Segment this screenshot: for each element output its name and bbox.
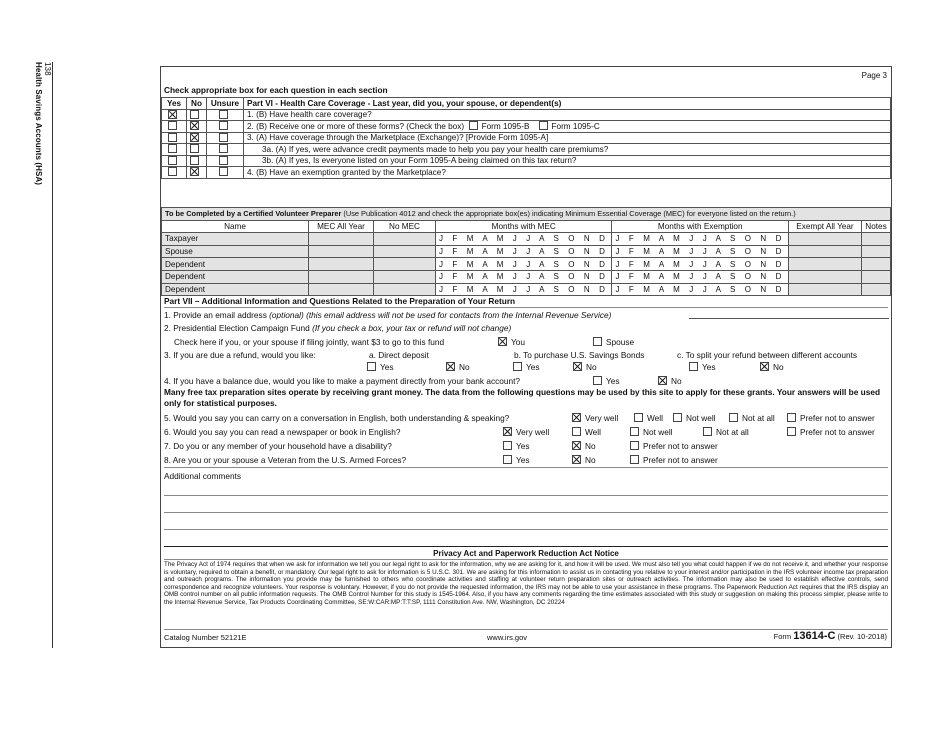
- mec-table: [161, 207, 891, 296]
- yes-label: Yes: [702, 362, 716, 372]
- no-label: No: [459, 362, 470, 372]
- q1-unsure-checkbox[interactable]: [219, 110, 228, 119]
- months-mec-cell[interactable]: J F M A M J J A S O N D: [436, 270, 612, 283]
- q5-well[interactable]: [634, 413, 643, 422]
- q6-prefer-not[interactable]: [787, 427, 796, 436]
- q6-very-well[interactable]: [503, 427, 512, 436]
- months-ex-cell[interactable]: J F M A M J J A S O N D: [612, 245, 788, 258]
- h-name: Name: [162, 220, 309, 233]
- form-prefix: Form: [773, 632, 792, 641]
- part6-title: Part VI - Health Care Coverage - Last year, did you, your spouse, or dependent(s): [244, 98, 891, 110]
- very-well-label: Very well: [516, 427, 550, 437]
- q6-not-well[interactable]: [630, 427, 639, 436]
- q6-well[interactable]: [572, 427, 581, 436]
- q3b-unsure-checkbox[interactable]: [219, 156, 228, 165]
- months-mec-cell[interactable]: J F M A M J J A S O N D: [436, 258, 612, 271]
- h-months-mec: Months with MEC: [436, 220, 612, 233]
- part6-row: [162, 155, 891, 167]
- no-label: No: [586, 362, 597, 372]
- split-yes[interactable]: [689, 362, 698, 371]
- q1-no-checkbox[interactable]: [190, 110, 199, 119]
- notes-cell[interactable]: [861, 258, 890, 271]
- running-title: Health Savings Accounts (HSA): [34, 62, 43, 186]
- email-field[interactable]: [689, 318, 889, 319]
- p7-q1: [164, 310, 611, 320]
- not-well-label: Not well: [686, 413, 716, 423]
- part6-row: [162, 132, 891, 144]
- table-row: [162, 270, 891, 283]
- q2-yes-checkbox[interactable]: [168, 121, 177, 130]
- p7-q1-label: 1. Provide an email address: [164, 310, 267, 320]
- p7-q3c: c. To split your refund between different accounts: [677, 350, 858, 360]
- q8-yes[interactable]: [503, 455, 512, 464]
- row-label: Dependent: [162, 283, 309, 296]
- direct-deposit-no[interactable]: [446, 362, 455, 371]
- q5-prefer-not[interactable]: [787, 413, 796, 422]
- table-row: [162, 258, 891, 271]
- mec-all-cell[interactable]: [309, 233, 374, 246]
- q3-yes-checkbox[interactable]: [168, 133, 177, 142]
- comment-line[interactable]: [164, 512, 888, 513]
- q3-unsure-checkbox[interactable]: [219, 133, 228, 142]
- you-label: You: [511, 337, 526, 347]
- no-label: No: [773, 362, 784, 372]
- q1-text: 1. (B) Have health care coverage?: [244, 109, 891, 121]
- no-mec-cell[interactable]: [374, 258, 436, 271]
- q1-yes-checkbox[interactable]: [168, 110, 177, 119]
- exempt-all-cell[interactable]: [788, 233, 861, 246]
- yes-label: Yes: [516, 441, 530, 451]
- privacy-title: Privacy Act and Paperwork Reduction Act Notice: [433, 549, 619, 558]
- exempt-all-cell[interactable]: [788, 270, 861, 283]
- p7-q3a: a. Direct deposit: [369, 350, 429, 360]
- not-well-label: Not well: [643, 427, 673, 437]
- exempt-all-cell[interactable]: [788, 245, 861, 258]
- form-revision: (Rev. 10-2018): [837, 632, 887, 641]
- exempt-all-cell[interactable]: [788, 283, 861, 296]
- months-mec-cell[interactable]: J F M A M J J A S O N D: [436, 233, 612, 246]
- no-mec-cell[interactable]: [374, 245, 436, 258]
- yes-label: Yes: [606, 376, 620, 386]
- months-mec-cell[interactable]: J F M A M J J A S O N D: [436, 283, 612, 296]
- prefer-not-label: Prefer not to answer: [800, 427, 875, 437]
- form-number: 13614-C: [793, 630, 836, 642]
- mec-all-cell[interactable]: [309, 283, 374, 296]
- q4-no-checkbox[interactable]: [190, 167, 199, 176]
- p7-q3b: b. To purchase U.S. Savings Bonds: [514, 350, 645, 360]
- row-label: Taxpayer: [162, 233, 309, 246]
- q5-very-well[interactable]: [572, 413, 581, 422]
- q3a-unsure-checkbox[interactable]: [219, 144, 228, 153]
- months-ex-cell[interactable]: J F M A M J J A S O N D: [612, 270, 788, 283]
- row-label: Dependent: [162, 258, 309, 271]
- p7-q4: 4. If you have a balance due, would you like to make a payment directly from your bank account?: [164, 376, 521, 386]
- no-mec-cell[interactable]: [374, 270, 436, 283]
- part6-row: [162, 144, 891, 156]
- no-label: No: [671, 376, 682, 386]
- side-page-number: 138: [43, 62, 52, 76]
- q4-yes-checkbox[interactable]: [168, 167, 177, 176]
- mec-all-cell[interactable]: [309, 245, 374, 258]
- months-ex-cell[interactable]: J F M A M J J A S O N D: [612, 258, 788, 271]
- q2-opt1: Form 1095-B: [481, 122, 530, 132]
- q2-no-checkbox[interactable]: [190, 121, 199, 130]
- notes-cell[interactable]: [861, 245, 890, 258]
- table-row: [162, 233, 891, 246]
- q8-prefer-not[interactable]: [630, 455, 639, 464]
- table-row: [162, 245, 891, 258]
- p7-q5: 5. Would you say you can carry on a conversation in English, both understanding & speaking?: [164, 413, 510, 423]
- p7-q8: 8. Are you or your spouse a Veteran from the U.S. Armed Forces?: [164, 455, 407, 465]
- q7-prefer-not[interactable]: [630, 441, 639, 450]
- q7-no[interactable]: [572, 441, 581, 450]
- cvp-label: To be Completed by a Certified Volunteer Preparer: [165, 209, 342, 219]
- q5-not-at-all[interactable]: [729, 413, 738, 422]
- form-id: [774, 630, 887, 642]
- q4-text: 4. (B) Have an exemption granted by the Marketplace?: [244, 167, 891, 179]
- col-no: No: [187, 98, 207, 110]
- q2-opt2: Form 1095-C: [551, 122, 600, 132]
- notes-cell[interactable]: [861, 283, 890, 296]
- form-1095b-checkbox[interactable]: [469, 121, 478, 130]
- page-label: Page 3: [861, 71, 887, 80]
- campaign-you-checkbox[interactable]: [498, 337, 507, 346]
- h-months-ex: Months with Exemption: [612, 220, 788, 233]
- q3a-yes-checkbox[interactable]: [168, 144, 177, 153]
- side-running-title: [34, 62, 52, 185]
- col-unsure: Unsure: [207, 98, 244, 110]
- well-label: Well: [647, 413, 663, 423]
- mec-all-cell[interactable]: [309, 270, 374, 283]
- part6-row: [162, 109, 891, 121]
- payment-yes[interactable]: [593, 376, 602, 385]
- split-no[interactable]: [760, 362, 769, 371]
- h-exempt-all: Exempt All Year: [788, 220, 861, 233]
- bonds-no[interactable]: [573, 362, 582, 371]
- h-mec-all: MEC All Year: [309, 220, 374, 233]
- prefer-not-label: Prefer not to answer: [643, 441, 718, 451]
- q3-no-checkbox[interactable]: [190, 133, 199, 142]
- part6-table: [161, 97, 891, 179]
- bonds-yes[interactable]: [513, 362, 522, 371]
- q3-text: 3. (A) Have coverage through the Marketplace (Exchange)? [Provide Form 1095-A]: [244, 132, 891, 144]
- q3b-no-checkbox[interactable]: [190, 156, 199, 165]
- no-mec-cell[interactable]: [374, 233, 436, 246]
- q3b-yes-checkbox[interactable]: [168, 156, 177, 165]
- h-notes: Notes: [861, 220, 890, 233]
- yes-label: Yes: [516, 455, 530, 465]
- q3b-text: 3b. (A) If yes, Is everyone listed on your Form 1095-A being claimed on this tax return?: [244, 155, 891, 167]
- not-at-all-label: Not at all: [716, 427, 749, 437]
- not-at-all-label: Not at all: [742, 413, 775, 423]
- months-ex-cell[interactable]: J F M A M J J A S O N D: [612, 233, 788, 246]
- payment-no[interactable]: [658, 376, 667, 385]
- part7-title: Part VII – Additional Information and Questions Related to the Preparation of Your Return: [164, 296, 516, 306]
- mec-all-cell[interactable]: [309, 258, 374, 271]
- no-label: No: [585, 441, 596, 451]
- comment-line[interactable]: [164, 529, 888, 530]
- campaign-spouse-checkbox[interactable]: [593, 337, 602, 346]
- h-no-mec: No MEC: [374, 220, 436, 233]
- direct-deposit-yes[interactable]: [367, 362, 376, 371]
- p7-q2-sub: Check here if you, or your spouse if filing jointly, want $3 to go to this fund: [174, 337, 445, 347]
- p7-q2: [164, 323, 511, 333]
- grants-notice: Many free tax preparation sites operate by receiving grant money. The data from the following questions may be used by this site to apply for these grants. Your answers will be used only for statistical purposes.: [164, 387, 881, 408]
- website: www.irs.gov: [487, 633, 528, 642]
- q4-unsure-checkbox[interactable]: [219, 167, 228, 176]
- p7-q2-note: (If you check a box, your tax or refund will not change): [312, 323, 512, 333]
- table-row: [162, 283, 891, 296]
- col-yes: Yes: [162, 98, 187, 110]
- q2-text: 2. (B) Receive one or more of these forms? (Check the box): [247, 122, 465, 132]
- instructions: Check appropriate box for each question in each section: [164, 85, 388, 95]
- notes-cell[interactable]: [861, 233, 890, 246]
- spouse-label: Spouse: [606, 337, 635, 347]
- form-1095c-checkbox[interactable]: [539, 121, 548, 130]
- exempt-all-cell[interactable]: [788, 258, 861, 271]
- margin-rule: [52, 62, 53, 648]
- p7-q2-label: 2. Presidential Election Campaign Fund: [164, 323, 310, 333]
- catalog-number: Catalog Number 52121E: [164, 633, 247, 642]
- q3a-text: 3a. (A) If yes, were advance credit payments made to help you pay your health care premiums?: [244, 144, 891, 156]
- q2-unsure-checkbox[interactable]: [219, 121, 228, 130]
- row-label: Spouse: [162, 245, 309, 258]
- yes-label: Yes: [380, 362, 394, 372]
- p7-q6: 6. Would you say you can read a newspaper or book in English?: [164, 427, 401, 437]
- p7-q1-note: (optional) (this email address will not be used for contacts from the Internal Revenue Service): [269, 310, 612, 320]
- comments-label: Additional comments: [164, 471, 242, 481]
- notes-cell[interactable]: [861, 270, 890, 283]
- comment-line[interactable]: [164, 495, 888, 496]
- cvp-note: (Use Publication 4012 and check the appropriate box(es) indicating Minimum Essential Coverage (MEC) for everyone listed on the return.): [343, 209, 796, 219]
- yes-label: Yes: [526, 362, 540, 372]
- prefer-not-label: Prefer not to answer: [643, 455, 718, 465]
- q7-yes[interactable]: [503, 441, 512, 450]
- part6-row: [162, 121, 891, 133]
- p7-q3: 3. If you are due a refund, would you like:: [164, 350, 316, 360]
- form-13614c-page3: [160, 66, 892, 648]
- well-label: Well: [585, 427, 601, 437]
- prefer-not-label: Prefer not to answer: [800, 413, 875, 423]
- row-label: Dependent: [162, 270, 309, 283]
- part6-row: [162, 167, 891, 179]
- very-well-label: Very well: [585, 413, 619, 423]
- p7-q7: 7. Do you or any member of your household have a disability?: [164, 441, 392, 451]
- months-mec-cell[interactable]: J F M A M J J A S O N D: [436, 245, 612, 258]
- q3a-no-checkbox[interactable]: [190, 144, 199, 153]
- months-ex-cell[interactable]: J F M A M J J A S O N D: [612, 283, 788, 296]
- no-mec-cell[interactable]: [374, 283, 436, 296]
- no-label: No: [585, 455, 596, 465]
- q5-not-well[interactable]: [673, 413, 682, 422]
- privacy-body: The Privacy Act of 1974 requires that when we ask for information we tell you our legal right to ask for the information, why we are asking for it, and how it will be used. We must also tell you what could happen if we do not receive it, and whether your response is voluntary, required to obtain a benefit, or mandatory. Our legal right to ask for information is 5 U.S.C. 301. We are asking for this information to assist us in contacting you relative to your interest and/or participation in the IRS volunteer income tax preparation and outreach programs. The information you provide may be furnished to others who coordinate activities and staffing at volunteer return preparation sites or outreach activities. The information may also be used to establish effective controls, send correspondence and recognize volunteers. Your response is voluntary. However, if you do not provide the requested information, the IRS may not be able to use your assistance in these programs. The Paperwork Reduction Act requires that the IRS display an OMB control number on all public information requests. The OMB Control Number for this study is 1545-1964. Also, if you have any comments regarding the time estimates associated with this study or suggestion on making this process simpler, please write to the Internal Revenue Service, Tax Products Coordinating Committee, SE:W:CAR:MP:T:T:SP, 1111 Constitution Ave. NW, Washington, DC 20224: [164, 561, 888, 606]
- q8-no[interactable]: [572, 455, 581, 464]
- q6-not-at-all[interactable]: [703, 427, 712, 436]
